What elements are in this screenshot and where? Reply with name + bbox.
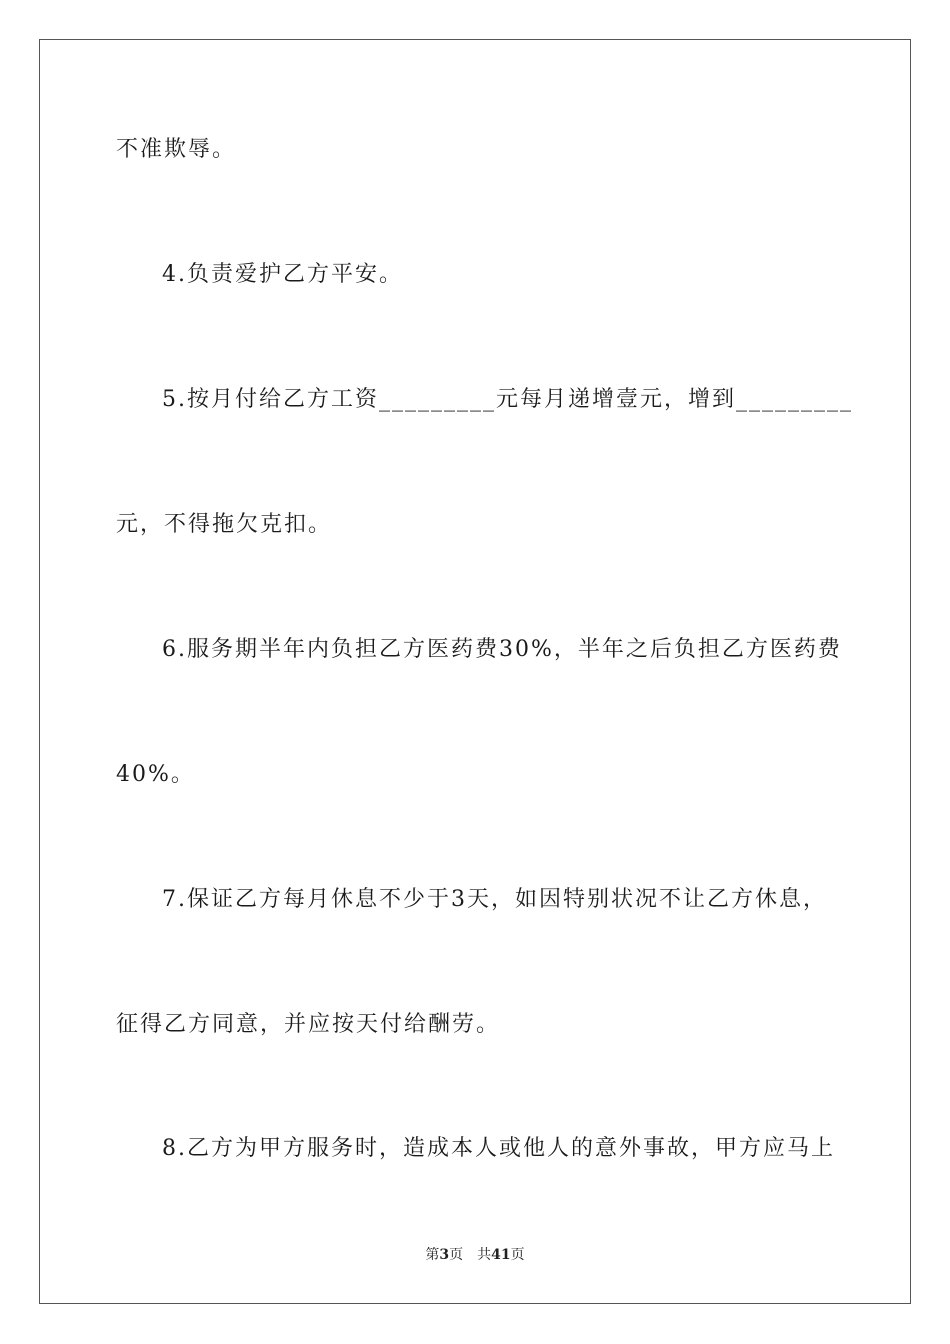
text-line: 4.负责爱护乙方平安。: [162, 262, 403, 287]
page-prefix: 第: [425, 1247, 440, 1263]
page-border: [39, 39, 911, 1304]
text-line: 7.保证乙方每月休息不少于3天，如因特别状况不让乙方休息，: [162, 887, 827, 912]
total-prefix: 共: [477, 1247, 492, 1263]
page-footer: [0, 1246, 950, 1264]
text-line: 不准欺辱。: [116, 137, 237, 162]
total-suffix: 页: [510, 1247, 525, 1263]
page-suffix: 页: [449, 1247, 464, 1263]
text-line: 5.按月付给乙方工资_________元每月递增壹元，增到_________: [162, 387, 853, 412]
text-line: 6.服务期半年内负担乙方医药费30%，半年之后负担乙方医药费: [162, 637, 842, 662]
text-line: 8.乙方为甲方服务时，造成本人或他人的意外事故，甲方应马上: [162, 1136, 835, 1161]
text-line: 40%。: [116, 762, 195, 787]
page-number: 3: [439, 1247, 450, 1263]
total-pages: 41: [491, 1247, 511, 1263]
text-line: 元，不得拖欠克扣。: [116, 512, 333, 537]
text-line: 征得乙方同意，并应按天付给酬劳。: [116, 1012, 501, 1037]
